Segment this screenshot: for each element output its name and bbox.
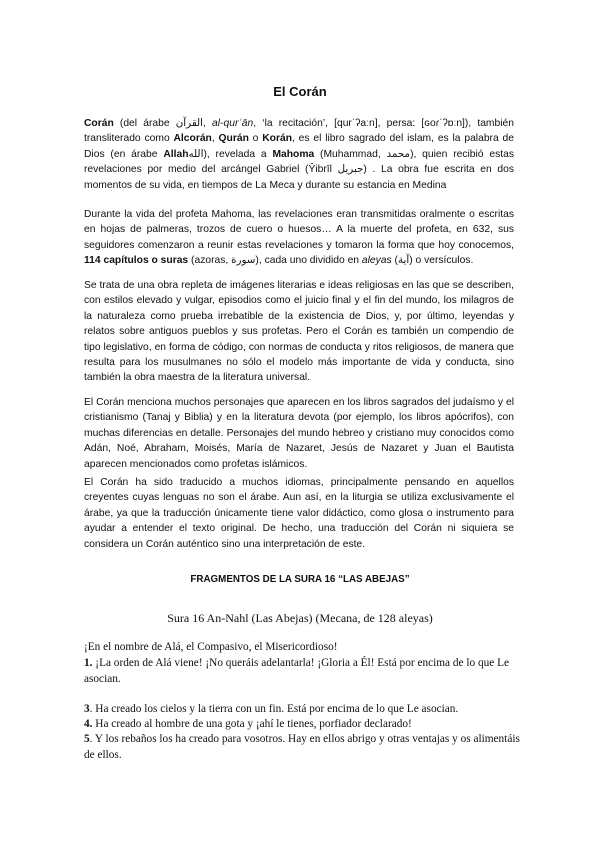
verse-text: . Ha creado los cielos y la tierra con un fin. Está por encima de lo que Le asocian. — [89, 703, 459, 715]
bold-term: Qurán — [218, 133, 249, 145]
text-run: ), quien recibió estas revelaciones por medio del arcángel Gabriel (Ŷibrīl — [84, 148, 514, 176]
text-run: , es el libro sagrado del islam, es la palabra de Dios (en árabe — [84, 133, 514, 160]
verse-4 — [84, 716, 524, 732]
bold-term: Corán — [84, 118, 114, 129]
verse-1 — [84, 655, 524, 687]
arabic-text: محمد — [386, 148, 411, 160]
verse-number: 1. — [84, 657, 93, 669]
verse-number: 5 — [84, 733, 90, 745]
arabic-text: سورة — [231, 255, 256, 267]
bold-term: Mahoma — [272, 148, 315, 160]
text-run: ), cada uno dividido en — [255, 255, 362, 267]
text-run: (azoras, — [188, 255, 232, 267]
bold-term: Alcorán — [173, 133, 212, 145]
text-run: ) . La obra fue escrita en dos momentos de su vida, en tiempos de La Meca y durante su estancia en Medina — [84, 164, 514, 191]
arabic-text: القرآن — [175, 118, 204, 129]
document-title: El Corán — [273, 84, 327, 99]
section-heading: FRAGMENTOS DE LA SURA 16 “LAS ABEJAS” — [190, 574, 410, 585]
text-run: (del árabe — [113, 118, 176, 129]
italic-term: aleyas — [361, 255, 392, 267]
paragraph-translations: El Corán ha sido traducido a muchos idiomas, principalmente pensando en aquellos creyentes cuyas lenguas no son el árabe. Aun así, en la liturgia se utiliza exclusivamente el árabe, ya que la traducción únicamente tiene valor didáctico, como glosa o instrumento para ayudar a entender el texto original. De hecho, una traducción del Corán ni siquiera se considera un Corán auténtico sino una interpretación de este. — [84, 477, 514, 550]
bold-term: Korán — [262, 133, 292, 145]
text-run: , — [203, 118, 213, 129]
verse-number: 3 — [84, 703, 90, 715]
paragraph-revelations — [84, 207, 514, 269]
paragraph-characters: El Corán menciona muchos personajes que aparecen en los libros sagrados del judaísmo y el cristianismo (Tanaj y Biblia) y en la literatura devota (por ejemplo, los libros apócrifos), con muchas diferencias en detalle. Personajes del mundo hebreo y cristiano muy conocidos como Adán, Noé, Abraham, Moisés, María de Nazaret, Jesús de Nazaret y Juan el Bautista aparecen mencionados como profetas islámicos. — [84, 397, 514, 470]
bold-term: 114 capítulos o suras — [84, 255, 189, 267]
verse-3 — [84, 701, 524, 717]
bold-term: Allah — [163, 148, 189, 160]
arabic-text: آية — [397, 255, 410, 267]
text-run: , ‘la recitación’, [qurˈʔaːn], persa: [ɢoɾˈʔɒːn]), también transliterado como — [84, 118, 514, 145]
text-run: ( — [391, 255, 398, 267]
arabic-text: الله — [188, 148, 204, 160]
verse-invocation: ¡En el nombre de Alá, el Compasivo, el Misericordioso! — [84, 641, 338, 653]
text-run: (Muhammad, — [314, 148, 387, 160]
arabic-text: جبريل — [337, 164, 364, 176]
verse-text: . Y los rebaños los ha creado para vosotros. Hay en ellos abrigo y otras ventajas y os alimentáis de ellos. — [84, 733, 520, 761]
verse-number: 4. — [84, 718, 93, 730]
sura-title: Sura 16 An-Nahl (Las Abejas) (Mecana, de 128 aleyas) — [167, 611, 433, 625]
text-run: o — [248, 133, 263, 145]
verse-5 — [84, 731, 524, 763]
text-run: Durante la vida del profeta Mahoma, las revelaciones eran transmitidas oralmente o escritas en hojas de palmeras, trozos de cuero o huesos… A la muerte del profeta, en 632, sus seguidores comenzaron a reunir estas revelaciones y tomaron la forma que hoy conocemos, — [84, 209, 514, 251]
transliteration: al-qurʾān — [212, 118, 254, 129]
paragraph-intro — [84, 116, 514, 193]
text-run: ) o versículos. — [409, 255, 474, 267]
paragraph-content: Se trata de una obra repleta de imágenes literarias e ideas religiosas en las que se describen, con estilos elevado y vulgar, episodios como el juicio final y el fin del mundo, los milagros de la naturaleza como prueba irrebatible de la existencia de Dios, y, por último, leyendas y relatos sobre antiguos pueblos y sus profetas. Pero el Corán es también un compendio de tipo legislativo, en forma de código, con normas de conducta y ritos religiosos, de manera que resulta para los musulmanes no sólo el modelo más importante de vida y conducta, sino también la obra maestra de la literatura universal. — [84, 280, 514, 384]
text-run: ), revelada a — [203, 148, 273, 160]
text-run: , — [211, 133, 219, 145]
verse-text: Ha creado al hombre de una gota y ¡ahí le tienes, porfiador declarado! — [92, 718, 412, 730]
verse-text: ¡La orden de Alá viene! ¡No queráis adelantarla! ¡Gloria a Él! Está por encima de lo que Le asocian. — [84, 657, 510, 685]
